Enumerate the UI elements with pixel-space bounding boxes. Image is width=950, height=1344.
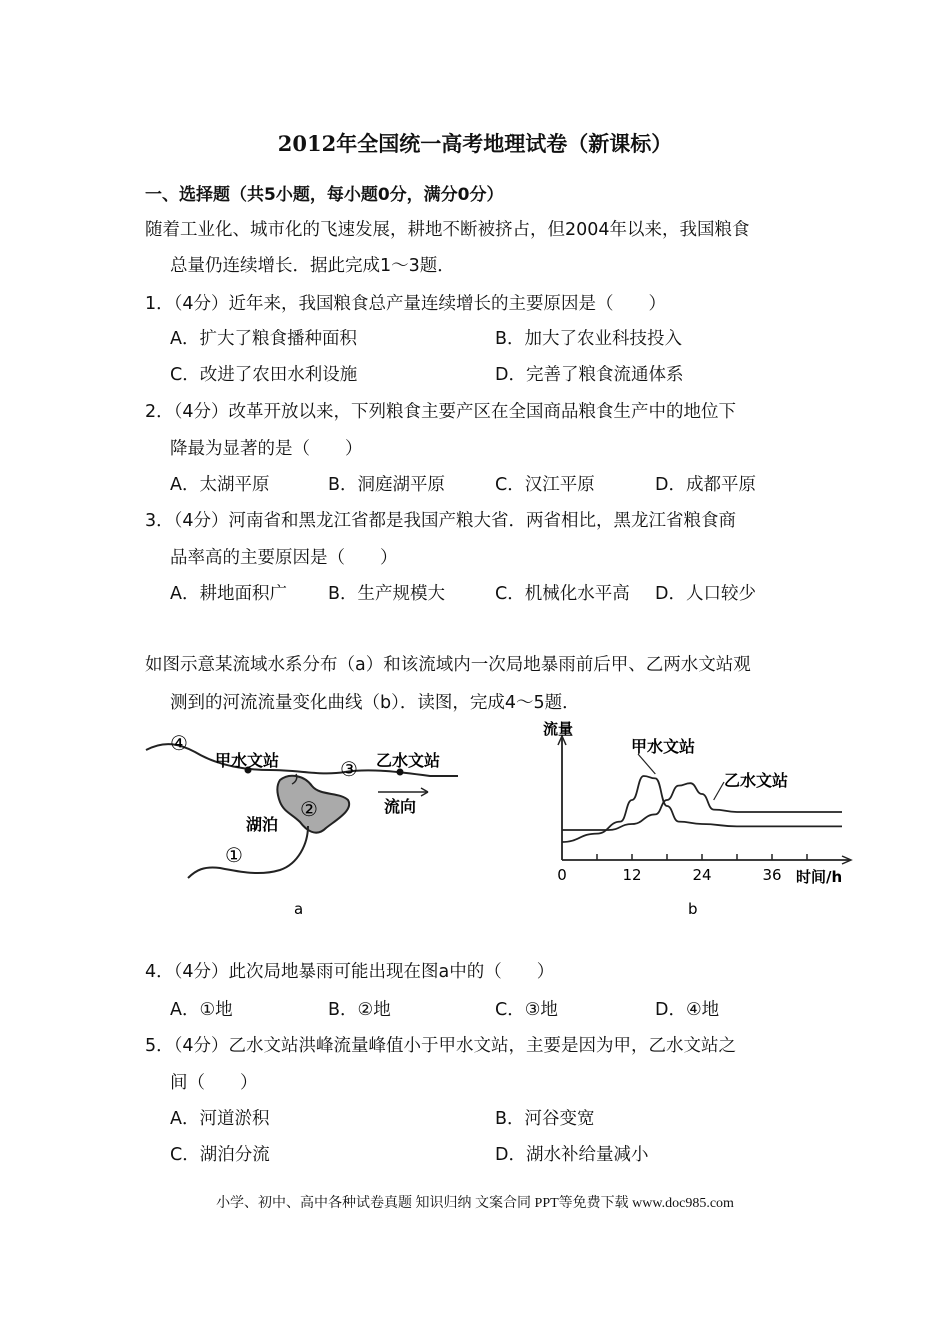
question-1-stem: 1．（4分）近年来，我国粮食总产量连续增长的主要原因是（ ） [145, 294, 667, 314]
option-2c[interactable]: C．汉江平原 [495, 475, 595, 495]
option-5c[interactable]: C．湖泊分流 [170, 1145, 270, 1165]
question-3-stem-cont: 品率高的主要原因是（ ） [170, 548, 398, 568]
caption-b: b [688, 900, 698, 918]
option-1c[interactable]: C．改进了农田水利设施 [170, 365, 358, 385]
series-line-0 [562, 776, 842, 842]
option-2a[interactable]: A．太湖平原 [170, 475, 270, 495]
label-lake: 湖泊 [246, 815, 279, 834]
question-2-stem: 2．（4分）改革开放以来，下列粮食主要产区在全国商品粮食生产中的地位下 [145, 402, 737, 422]
figure-b-flow-chart [540, 718, 860, 918]
option-3a[interactable]: A．耕地面积广 [170, 584, 287, 604]
page-footer: 小学、初中、高中各种试卷真题 知识归纳 文案合同 PPT等免费下载 www.doc985.com [216, 1196, 734, 1211]
label-flow: 流向 [384, 797, 417, 816]
y-axis-label: 流量 [543, 720, 574, 738]
marker-2: ② [300, 797, 318, 821]
option-1a[interactable]: A．扩大了粮食播种面积 [170, 329, 357, 349]
page-title: 2012年全国统一高考地理试卷（新课标） [277, 131, 673, 156]
x-tick-label: 12 [622, 866, 642, 884]
question-5-stem-cont: 间（ ） [170, 1073, 258, 1093]
x-tick-label: 24 [692, 866, 712, 884]
x-tick-label: 36 [762, 866, 782, 884]
option-4c[interactable]: C．③地 [495, 1000, 558, 1020]
option-3d[interactable]: D．人口较少 [655, 584, 756, 604]
intro-text-line: 随着工业化、城市化的飞速发展，耕地不断被挤占，但2004年以来，我国粮食 [145, 220, 750, 240]
x-tick-label: 0 [557, 866, 567, 884]
series-label-yi: 乙水文站 [724, 771, 789, 790]
question-2-stem-cont: 降最为显著的是（ ） [170, 439, 363, 459]
question-4-stem: 4．（4分）此次局地暴雨可能出现在图a中的（ ） [145, 962, 555, 982]
leader-line-yi [714, 782, 724, 800]
question-3-stem: 3．（4分）河南省和黑龙江省都是我国产粮大省．两省相比，黑龙江省粮食商 [145, 511, 737, 531]
option-1d[interactable]: D．完善了粮食流通体系 [495, 365, 684, 385]
figure-a-river-map [140, 722, 470, 922]
marker-4: ④ [170, 731, 188, 755]
intro-text-line: 如图示意某流域水系分布（a）和该流域内一次局地暴雨前后甲、乙两水文站观 [145, 655, 751, 675]
option-5b[interactable]: B．河谷变宽 [495, 1109, 595, 1129]
question-5-stem: 5．（4分）乙水文站洪峰流量峰值小于甲水文站，主要是因为甲，乙水文站之 [145, 1036, 737, 1056]
series-line-1 [562, 783, 842, 830]
option-3b[interactable]: B．生产规模大 [328, 584, 446, 604]
option-5d[interactable]: D．湖水补给量减小 [495, 1145, 649, 1165]
section-heading: 一、选择题（共5小题，每小题0分，满分0分） [145, 185, 504, 205]
label-station-yi: 乙水文站 [376, 751, 441, 770]
option-5a[interactable]: A．河道淤积 [170, 1109, 270, 1129]
option-4a[interactable]: A．①地 [170, 1000, 233, 1020]
option-1b[interactable]: B．加大了农业科技投入 [495, 329, 683, 349]
option-2b[interactable]: B．洞庭湖平原 [328, 475, 446, 495]
marker-3: ③ [340, 757, 358, 781]
option-4b[interactable]: B．②地 [328, 1000, 391, 1020]
option-4d[interactable]: D．④地 [655, 1000, 720, 1020]
caption-a: a [294, 900, 304, 918]
intro-text-line: 测到的河流流量变化曲线（b）．读图，完成4～5题． [170, 693, 580, 713]
option-3c[interactable]: C．机械化水平高 [495, 584, 630, 604]
leader-line-jia [638, 754, 655, 774]
series-label-jia: 甲水文站 [631, 737, 696, 756]
option-2d[interactable]: D．成都平原 [655, 475, 756, 495]
intro-text-line: 总量仍连续增长．据此完成1～3题． [170, 256, 455, 276]
label-station-jia: 甲水文站 [215, 751, 280, 770]
marker-1: ① [225, 843, 243, 867]
x-axis-label: 时间/h [796, 868, 843, 886]
